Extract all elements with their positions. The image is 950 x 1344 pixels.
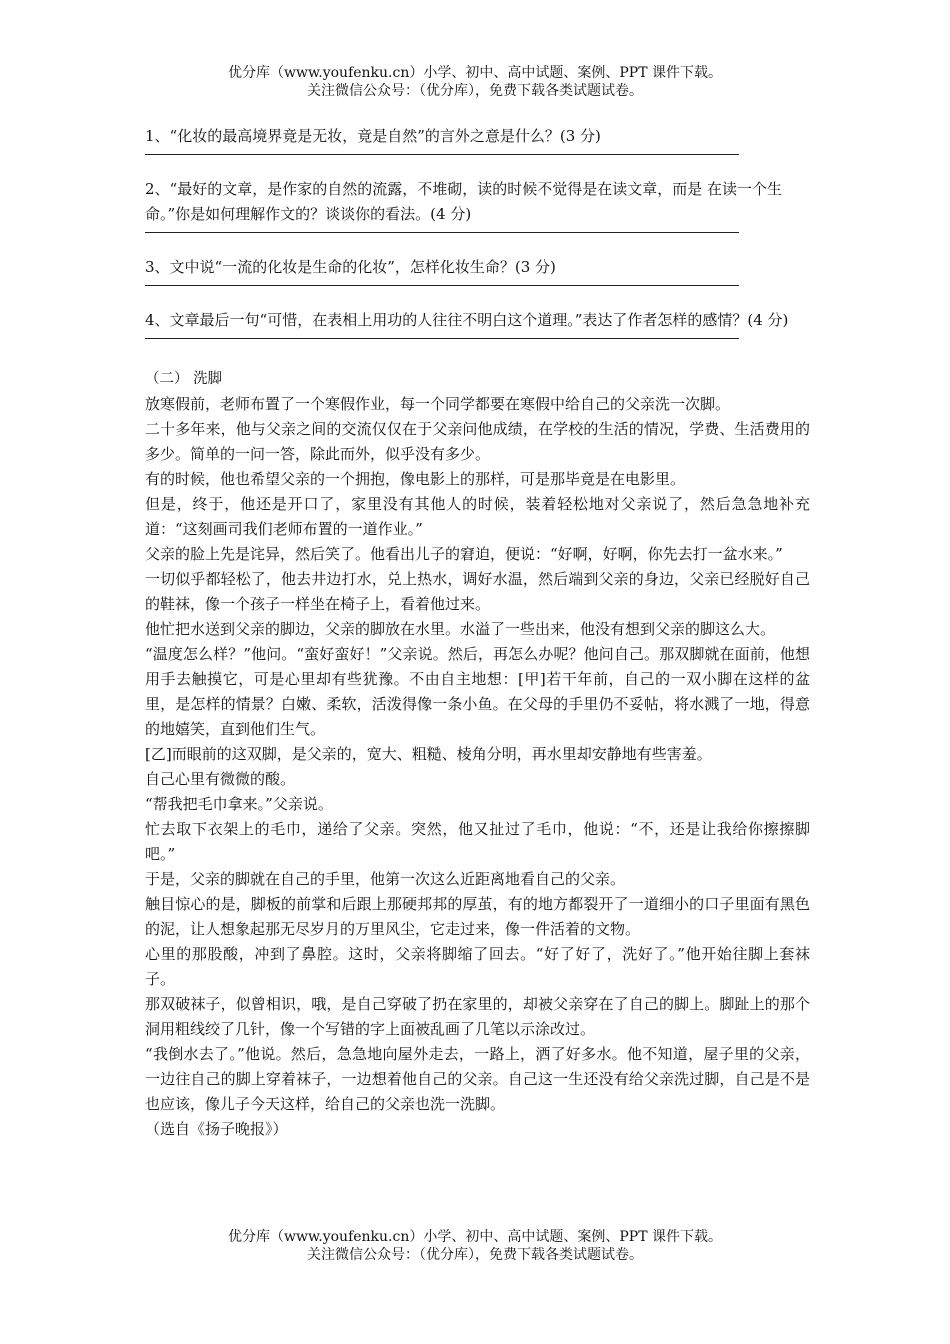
reading-passage	[145, 392, 810, 1117]
passage-paragraph: 自己心里有微微的酸。	[145, 770, 296, 788]
passage-paragraph: “我倒水去了。”他说。然后，急急地向屋外走去，一路上，洒了好多水。他不知道，屋子里的父亲，一边往自己的脚上穿着袜子，一边想着他自己的父亲。自己这一生还没有给父亲洗过脚，自己是不是也应该，像儿子今天这样，给自己的父亲也洗一洗脚。	[145, 1045, 810, 1113]
passage-paragraph: 忙去取下衣架上的毛巾，递给了父亲。突然，他又扯过了毛巾，他说：“不，还是让我给你擦擦脚吧。”	[145, 820, 810, 863]
passage-paragraph: 二十多年来，他与父亲之间的交流仅仅在于父亲问他成绩，在学校的生活的情况，学费、生活费用的多少。简单的一问一答，除此而外，似乎没有多少。	[145, 420, 810, 463]
passage-paragraph: “帮我把毛巾拿来。”父亲说。	[145, 795, 333, 813]
passage-paragraph: [乙]而眼前的这双脚，是父亲的，宽大、粗糙、棱角分明，再水里却安静地有些害羞。	[145, 745, 712, 763]
passage-paragraph: “温度怎么样？”他问。“蛮好蛮好！”父亲说。然后，再怎么办呢？他问自己。那双脚就在面前，他想用手去触摸它，可是心里却有些犹豫。不由自主地想：[甲]若干年前，自己的一双小脚在这样的盆里，是怎样的情景？白嫩、柔软，活泼得像一条小鱼。在父母的手里仍不妥帖，将水溅了一地，得意的地嬉笑，直到他们生气。	[145, 645, 810, 738]
footer-line-2: 关注微信公众号：（优分库），免费下载各类试题试卷。	[307, 1247, 643, 1263]
passage-paragraph: 于是，父亲的脚就在自己的手里，他第一次这么近距离地看自己的父亲。	[145, 870, 626, 888]
answer-line-1[interactable]	[145, 154, 739, 155]
question-4: 4、文章最后一句“可惜，在表相上用功的人往往不明白这个道理。”表达了作者怎样的感情？(4 分)	[145, 311, 789, 329]
question-1: 1、“化妆的最高境界竟是无妆，竟是自然”的言外之意是什么？(3 分)	[145, 127, 601, 145]
answer-line-4[interactable]	[145, 338, 739, 339]
answer-line-3[interactable]	[145, 285, 739, 286]
footer-line-1: 优分库（www.youfenku.cn）小学、初中、高中试题、案例、PPT 课件下载。	[227, 1229, 722, 1245]
answer-line-2[interactable]	[145, 232, 739, 233]
passage-paragraph: 心里的那股酸，冲到了鼻腔。这时，父亲将脚缩了回去。“好了好了，洗好了。”他开始往脚上套袜子。	[145, 945, 810, 988]
passage-paragraph: 他忙把水送到父亲的脚边，父亲的脚放在水里。水溢了一些出来，他没有想到父亲的脚这么大。	[145, 620, 776, 638]
passage-paragraph: 触目惊心的是，脚板的前掌和后跟上那硬邦邦的厚茧，有的地方都裂开了一道细小的口子里面有黑色的泥，让人想象起那无尽岁月的万里风尘，它走过来，像一件活着的文物。	[145, 895, 810, 938]
question-3: 3、文中说“一流的化妆是生命的化妆”，怎样化妆生命？(3 分)	[145, 258, 556, 276]
question-2: 2、“最好的文章，是作家的自然的流露，不堆砌，读的时候不觉得是在读文章，而是 在读一个生命。”你是如何理解作文的？谈谈你的看法。(4 分)	[145, 180, 782, 223]
source-citation: （选自《扬子晚报》）	[145, 1120, 288, 1138]
passage-paragraph: 一切似乎都轻松了，他去井边打水，兑上热水，调好水温，然后端到父亲的身边，父亲已经脱好自己的鞋袜，像一个孩子一样坐在椅子上，看着他过来。	[145, 570, 810, 613]
passage-paragraph: 那双破袜子，似曾相识，哦，是自己穿破了扔在家里的，却被父亲穿在了自己的脚上。脚趾上的那个洞用粗线绞了几针，像一个写错的字上面被乱画了几笔以示涂改过。	[145, 995, 810, 1038]
passage-paragraph: 父亲的脸上先是诧异，然后笑了。他看出儿子的窘迫，便说：“好啊，好啊，你先去打一盆水来。”	[145, 545, 783, 563]
passage-paragraph: 放寒假前，老师布置了一个寒假作业，每一个同学都要在寒假中给自己的父亲洗一次脚。	[145, 395, 731, 413]
page-header	[0, 64, 950, 100]
section-title: （二） 洗脚	[145, 371, 223, 387]
header-line-1: 优分库（www.youfenku.cn）小学、初中、高中试题、案例、PPT 课件下载。	[227, 65, 722, 81]
header-line-2: 关注微信公众号：（优分库），免费下载各类试题试卷。	[307, 83, 643, 99]
passage-paragraph: 有的时候，他也希望父亲的一个拥抱，像电影上的那样，可是那毕竟是在电影里。	[145, 470, 686, 488]
page-footer	[0, 1228, 950, 1264]
document-body	[145, 124, 810, 1142]
passage-paragraph: 但是，终于，他还是开口了，家里没有其他人的时候，装着轻松地对父亲说了，然后急急地补充道：“这刻画司我们老师布置的一道作业。”	[145, 495, 810, 538]
